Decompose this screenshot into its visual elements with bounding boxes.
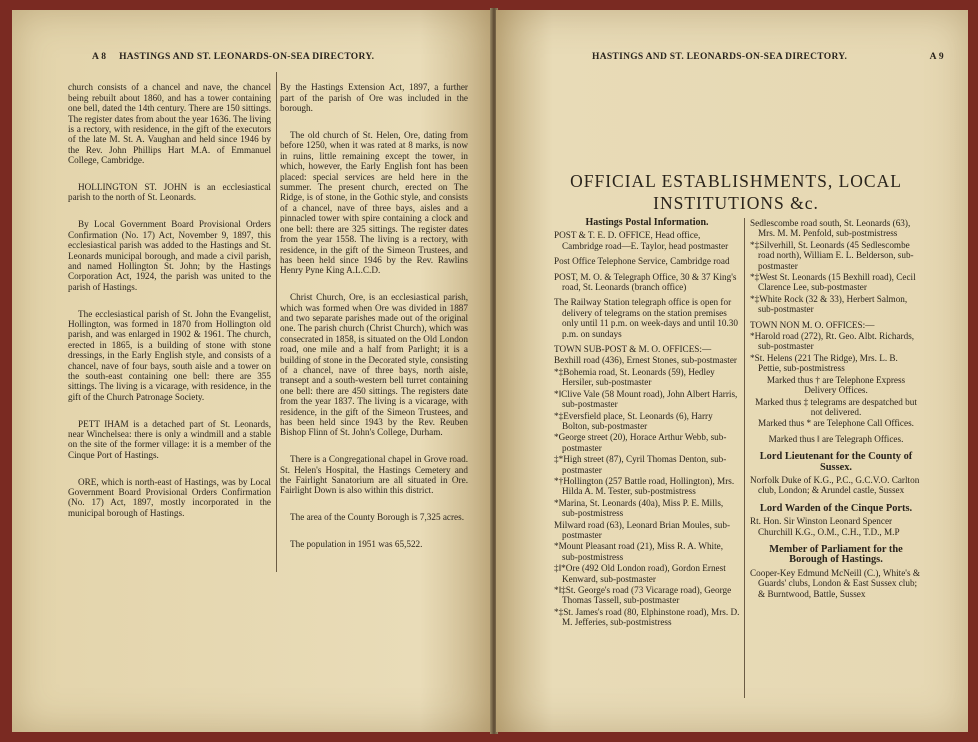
list-item: *Marina, St. Leonards (40a), Miss P. E. Mills, sub-postmistress [554, 497, 724, 519]
paragraph: Christ Church, Ore, is an ecclesiastical parish, which was formed when Ore was divided in 1887 and two separate parishes made out of the original one. The parish church (Christ Church), which was consecrated in 1858, is situated on the Old London road, one mile and a half from Parlight; it is a building of stone in the Decorated style, consisting of a chancel, nave of three bays, north aisle, transept and a south-western bell turret containing one bell: there are 450 sittings. The registers date from the year 1837. The living is a vicarage, with residence, in the gift of the Simeon Trustees, and has been held since 1943 by the Rev. Reuben Bishop Flinn of St. John's College, Durham. [280, 292, 468, 438]
section-body: Cooper-Key Edmund McNeill (C.), White's & Guards' clubs, London & East Sussex club; & Burntwood, Battle, Sussex [750, 567, 920, 599]
right-column-2 [750, 218, 922, 600]
right-running-title: HASTINGS AND ST. LEONARDS-ON-SEA DIRECTORY. [592, 52, 848, 62]
list-item: *‖‡St. George's road (73 Vicarage road), George Thomas Tassell, sub-postmaster [554, 585, 732, 606]
section-heading: Hastings Postal Information. [585, 217, 709, 228]
title-line-2: INSTITUTIONS &c. [653, 193, 819, 213]
list-item: POST, M. O. & Telegraph Office, 30 & 37 King's road, St. Leonards (branch office) [554, 271, 737, 293]
list-item: *‡Bohemia road, St. Leonards (59), Hedley Hersiler, sub-postmaster [554, 366, 715, 388]
section-body: Rt. Hon. Sir Winston Leonard Spencer Churchill K.G., O.M., C.H., T.D., M.P [750, 516, 900, 537]
paragraph: There is a Congregational chapel in Grove road. St. Helen's Hospital, the Hastings Cemetery and the Fairlight Sanatorium are all situated in Ore. Fairlight Down is also within this district. [280, 454, 468, 496]
left-column-1 [68, 72, 271, 535]
list-item: *‖Clive Vale (58 Mount road), John Albert Harris, sub-postmaster [554, 388, 738, 410]
list-item: Sedlescombe road south, St. Leonards (63), Mrs. M. M. Penfold, sub-postmistress [750, 218, 911, 239]
list-item: ‡‖*Ore (492 Old London road), Gordon Ernest Kenward, sub-postmaster [554, 563, 726, 584]
left-running-title: HASTINGS AND ST. LEONARDS-ON-SEA DIRECTORY. [119, 52, 375, 62]
list-item: *Harold road (272), Rt. Geo. Albt. Richards, sub-postmaster [750, 331, 915, 352]
list-item: TOWN NON M. O. OFFICES:— [750, 319, 875, 330]
paragraph: By Local Government Board Provisional Orders Confirmation (No. 17) Act, November 9, 1897, this ecclesiastical parish was added to the Hastings and St. Leonards municipal borough, and made a civil parish, and named Hollington St. John; by the Hastings Corporation Act, 1924, the parish was united to the parish of Hastings. [68, 219, 271, 292]
paragraph: The ecclesiastical parish of St. John the Evangelist, Hollington, was formed in 1870 from Hollington old parish, and was enlarged in 1902 & 1961. The church, erected in 1865, is a building of stone with stone dressings, in the Early English style, and consists of a chancel, nave of four bays, south aisle and a tower on the south-east containing one bell: there are 355 sittings. The living is a vicarage, with residence, in the gift of the Church Patronage Society. [68, 308, 271, 402]
list-item: *St. Helens (221 The Ridge), Mrs. L. B. Pettie, sub-postmistress [750, 352, 898, 374]
paragraph: The old church of St. Helen, Ore, dating from before 1250, when it was rated at 8 marks, is now in ruins, little remaining except the tower, in which, however, the Early English font has been placed: special services are held here in the summer. The present church, erected on The Ridge, is of stone, in the Gothic style, and consists of a chancel, nave of three bays, aisles and a pinnacled tower with spire containing a clock and one bell: there are 325 sittings. The register dates from the year 1558. The living is a rectory, with residence, in the gift of the Simeon Trustees, and has been held since 1946 by the Rev. Rawlins Henry Pyne King A.L.C.D. [280, 130, 468, 276]
list-item: *‡West St. Leonards (15 Bexhill road), Cecil Clarence Lee, sub-postmaster [750, 272, 916, 293]
legend-note: Marked thus ‡ telegrams are despatched but not delivered. [755, 396, 917, 417]
section-heading: Lord Warden of the Cinque Ports. [759, 502, 913, 514]
paragraph: HOLLINGTON ST. JOHN is an ecclesiastical parish to the north of St. Leonards. [68, 182, 271, 203]
left-page [12, 10, 492, 732]
left-running-head [92, 52, 374, 62]
list-item: *‡White Rock (32 & 33), Herbert Salmon, sub-postmaster [750, 293, 908, 315]
paragraph: church consists of a chancel and nave, the chancel being rebuilt about 1860, and has a tower containing one bell, dated the 14th century. There are 150 sittings. The register dates from about the year 1636. The living is a rectory, with residence, in the gift of the executors of the late M. St. A. Vaughan and held since 1946 by the Rev. John Phillips Hart M.A. of Emmanuel College, Cambridge. [68, 82, 271, 166]
paragraph: ORE, which is north-east of Hastings, was by Local Government Board Provisional Orders Confirmation (No. 17) Act, 1897, mostly incorporated in the municipal borough of Hastings. [68, 476, 271, 518]
list-item: POST & T. E. D. OFFICE, Head office, Cambridge road—E. Taylor, head postmaster [554, 230, 729, 251]
section-body: Norfolk Duke of K.G., P.C., G.C.V.O. Carlton club, London; & Arundel castle, Sussex [750, 474, 920, 496]
section-heading: Lord Lieutenant for the County of Sussex. [759, 451, 913, 473]
list-item: *‡Eversfield place, St. Leonards (6), Harry Bolton, sub-postmaster [554, 410, 713, 431]
left-column-2 [280, 72, 468, 566]
paragraph: The population in 1951 was 65,522. [290, 539, 423, 550]
legend-note: Marked thus * are Telephone Call Offices. [758, 418, 914, 429]
right-column-1 [554, 218, 740, 629]
column-divider [276, 72, 277, 572]
list-item: *George street (20), Horace Arthur Webb, sub-postmaster [554, 432, 727, 453]
page-title [536, 170, 936, 214]
title-line-1: OFFICIAL ESTABLISHMENTS, LOCAL [570, 171, 902, 191]
list-item: Post Office Telephone Service, Cambridge road [554, 256, 730, 267]
column-divider [744, 218, 745, 698]
list-item: TOWN SUB-POST & M. O. OFFICES:— [554, 344, 712, 355]
list-item: *Mount Pleasant road (21), Miss R. A. White, sub-postmistress [554, 541, 724, 562]
right-running-head [592, 52, 944, 62]
list-item: Milward road (63), Leonard Brian Moules, sub-postmaster [554, 519, 731, 540]
list-item: Bexhill road (436), Ernest Stones, sub-postmaster [554, 355, 737, 366]
legend-note: Marked thus † are Telephone Express Delivery Offices. [766, 374, 906, 396]
paragraph: PETT IHAM is a detached part of St. Leonards, near Winchelsea: there is only a windmill and a stable on the site of the former village: it is a member of the Cinque Port of Hastings. [68, 418, 271, 460]
paragraph: By the Hastings Extension Act, 1897, a further part of the parish of Ore was included in the borough. [280, 82, 468, 114]
list-item: *‡Silverhill, St. Leonards (45 Sedlescombe road north), William E. L. Belderson, sub-postmaster [750, 239, 914, 271]
legend-note: Marked thus ‖ are Telegraph Offices. [768, 433, 904, 444]
list-item: ‡*High street (87), Cyril Thomas Denton, sub-postmaster [554, 454, 727, 475]
list-item: *‡St. James's road (80, Elphinstone road), Mrs. D. M. Jefferies, sub-postmistress [554, 606, 740, 628]
section-heading: Member of Parliament for the Borough of Hastings. [769, 543, 903, 566]
left-page-number: A 8 [92, 52, 107, 62]
right-page [496, 10, 968, 732]
right-page-number: A 9 [929, 52, 944, 62]
paragraph: The area of the County Borough is 7,325 acres. [290, 512, 465, 523]
list-item: The Railway Station telegraph office is open for delivery of telegrams on the station premises only until 11 p.m. on week-days and until 10.30 p.m. on sundays [554, 297, 738, 339]
list-item: *†Hollington (257 Battle road, Hollington), Mrs. Hilda A. M. Tester, sub-postmistress [554, 475, 735, 497]
